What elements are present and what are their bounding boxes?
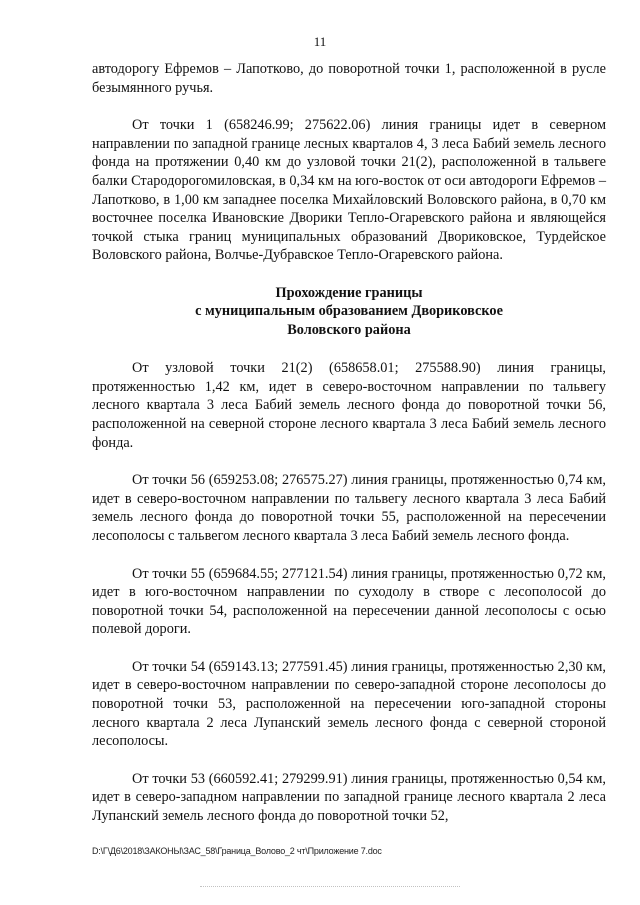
paragraph-node-21-2: От узловой точки 21(2) (658658.01; 275588.90) линия границы, протяженностью 1,42 км, идет в северо-восточном направлении по тальвегу лесного квартала 3 леса Бабий земель лесного фонда до поворотной точки 56, расположенной на северной стороне лесного квартала 3 леса Бабий земель лесного фонда. <box>92 360 606 451</box>
section-heading-line-1: Прохождение границы <box>275 284 423 301</box>
paragraph-point-1: От точки 1 (658246.99; 275622.06) линия границы идет в северном направлении по западной границе лесных кварталов 4, 3 леса Бабий земель лесного фонда на протяжении 0,40 км до узловой точки 21(2), расположенной в тальвеге балки Стародорогомиловская, в 0,34 км на юго-восток от оси автодороги Ефремов – Лапотково, в 1,00 км западнее поселка Михайловский Воловского района, в 0,70 км восточнее поселка Ивановские Дворики Тепло-Огаревского района и являющейся точкой стыка границ муниципальных образований Двориковское, Турдейское Воловского района, Волчье-Дубравское Тепло-Огаревского района. <box>92 117 606 264</box>
scan-artifact <box>200 886 460 888</box>
section-heading-line-3: Воловского района <box>287 321 411 338</box>
paragraph-continuation: автодорогу Ефремов – Лапотково, до поворотной точки 1, расположенной в русле безымянного ручья. <box>92 61 606 96</box>
footer-file-path: D:\Г\Д6\2018\ЗАКОНЫ\ЗАС_58\Граница_Волово_2 чт\Приложение 7.doc <box>92 846 382 856</box>
page-number: 11 <box>313 34 327 49</box>
paragraph-point-56: От точки 56 (659253.08; 276575.27) линия границы, протяженностью 0,74 км, идет в северо-восточном направлении по тальвегу лесного квартала 3 леса Бабий земель лесного фонда до поворотной точки 55, расположенной на пересечении лесополосы с тальвегом лесного квартала 3 леса Бабий земель лесного фонда. <box>92 472 606 544</box>
paragraph-point-53: От точки 53 (660592.41; 279299.91) линия границы, протяженностью 0,54 км, идет в северо-западном направлении по западной границе лесного квартала 2 леса Лупанский земель лесного фонда до поворотной точки 52, <box>92 770 606 825</box>
paragraph-point-55: От точки 55 (659684.55; 277121.54) линия границы, протяженностью 0,72 км, идет в юго-восточном направлении по суходолу в створе с лесополосой до поворотной точки 54, расположенной на пересечении данной лесополосы с осью полевой дороги. <box>92 565 606 638</box>
section-heading-line-2: с муниципальным образованием Двориковское <box>195 303 503 320</box>
paragraph-point-54: От точки 54 (659143.13; 277591.45) линия границы, протяженностью 2,30 км, идет в северо-восточном направлении по северо-западной стороне лесополосы до поворотной точки 53, расположенной на пересечении юго-западной стороны лесного квартала 2 леса Лупанский земель лесного фонда с северной стороной лесополосы. <box>92 658 606 750</box>
document-body <box>92 60 606 845</box>
section-heading <box>92 284 606 339</box>
